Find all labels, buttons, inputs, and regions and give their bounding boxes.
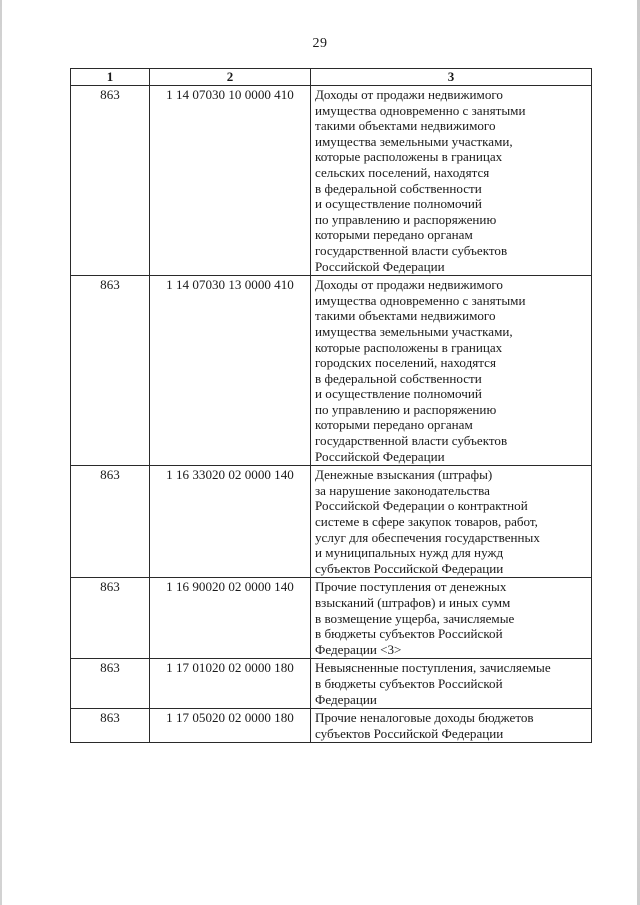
revenue-name-line: за нарушение законодательства (315, 482, 490, 498)
revenue-name-line: имущества земельными участками, (315, 323, 513, 339)
budget-classification-code-cell: 1 16 90020 02 0000 140 (150, 578, 311, 659)
admin-code-cell: 863 (71, 659, 150, 709)
table-row (71, 578, 592, 659)
revenue-name-line: Доходы от продажи недвижимого (315, 87, 503, 102)
revenue-name-line: Денежные взыскания (штрафы) (315, 467, 493, 483)
revenue-name-line: в бюджеты субъектов Российской (315, 626, 503, 642)
budget-classification-code-cell: 1 14 07030 13 0000 410 (150, 276, 311, 466)
revenue-name-line: которые расположены в границах (315, 149, 503, 165)
page-number: 29 (312, 36, 328, 51)
revenue-name-cell (311, 659, 592, 709)
budget-classification-code-cell: 1 17 01020 02 0000 180 (150, 659, 311, 709)
budget-classification-code-cell: 1 17 05020 02 0000 180 (150, 709, 311, 743)
revenue-name-line: взысканий (штрафов) и иных сумм (315, 595, 511, 610)
budget-classification-code-cell: 1 16 33020 02 0000 140 (150, 466, 311, 578)
header-column-2: 2 (150, 69, 311, 86)
revenue-name-line: имущества одновременно с занятыми (315, 102, 526, 118)
table-row (71, 466, 592, 578)
revenue-name-line: в возмещение ущерба, зачисляемые (315, 610, 515, 626)
revenue-name-line: в федеральной собственности (315, 180, 482, 196)
revenue-name-line: субъектов Российской Федерации (315, 560, 504, 576)
revenue-name-line: и муниципальных нужд для нужд (315, 545, 504, 561)
revenue-name-line: Прочие неналоговые доходы бюджетов (315, 710, 534, 726)
revenue-name-line: которыми передано органам (315, 417, 473, 433)
budget-codes-table (70, 68, 592, 743)
revenue-name-cell (311, 86, 592, 276)
revenue-name-line: такими объектами недвижимого (315, 308, 496, 324)
table-body (71, 86, 592, 743)
revenue-name-cell (311, 709, 592, 743)
revenue-name-cell (311, 466, 592, 578)
admin-code-cell: 863 (71, 466, 150, 578)
revenue-name-line: которые расположены в границах (315, 339, 503, 355)
revenue-name-line: Федерации <3> (315, 641, 402, 657)
revenue-name-line: Федерации (315, 691, 377, 707)
budget-classification-code-cell: 1 14 07030 10 0000 410 (150, 86, 311, 276)
revenue-name-line: Невыясненные поступления, зачисляемые (315, 660, 551, 676)
admin-code-cell: 863 (71, 276, 150, 466)
admin-code-cell: 863 (71, 86, 150, 276)
table-row (71, 276, 592, 466)
header-column-1: 1 (71, 69, 150, 86)
table-header-row (71, 69, 592, 86)
revenue-name-cell (311, 276, 592, 466)
revenue-name-line: сельских поселений, находятся (315, 164, 490, 180)
revenue-name-line: и осуществление полномочий (315, 196, 482, 212)
revenue-name-line: Доходы от продажи недвижимого (315, 277, 503, 293)
revenue-name-line: Российской Федерации (315, 258, 445, 274)
scan-edge-left (0, 0, 2, 905)
header-column-3: 3 (311, 69, 592, 86)
revenue-name-line: которыми передано органам (315, 227, 473, 243)
table-row (71, 86, 592, 276)
revenue-name-line: имущества земельными участками, (315, 133, 513, 149)
revenue-name-line: Российской Федерации (315, 448, 445, 464)
revenue-name-line: в бюджеты субъектов Российской (315, 675, 503, 691)
revenue-name-line: по управлению и распоряжению (315, 401, 497, 417)
table-row (71, 709, 592, 743)
revenue-name-line: субъектов Российской Федерации (315, 725, 504, 741)
revenue-name-line: Российской Федерации о контрактной (315, 498, 528, 514)
revenue-name-line: государственной власти субъектов (315, 242, 508, 258)
revenue-name-line: по управлению и распоряжению (315, 211, 497, 227)
revenue-name-line: и осуществление полномочий (315, 386, 482, 402)
revenue-name-line: системе в сфере закупок товаров, работ, (315, 514, 538, 530)
revenue-name-line: услуг для обеспечения государственных (315, 529, 540, 545)
revenue-name-cell (311, 578, 592, 659)
table-row (71, 659, 592, 709)
admin-code-cell: 863 (71, 578, 150, 659)
admin-code-cell: 863 (71, 709, 150, 743)
revenue-name-line: в федеральной собственности (315, 370, 482, 386)
revenue-name-line: такими объектами недвижимого (315, 118, 496, 134)
revenue-name-line: государственной власти субъектов (315, 433, 508, 449)
revenue-name-line: Прочие поступления от денежных (315, 579, 507, 595)
revenue-name-line: городских поселений, находятся (315, 355, 496, 371)
revenue-name-line: имущества одновременно с занятыми (315, 292, 526, 308)
